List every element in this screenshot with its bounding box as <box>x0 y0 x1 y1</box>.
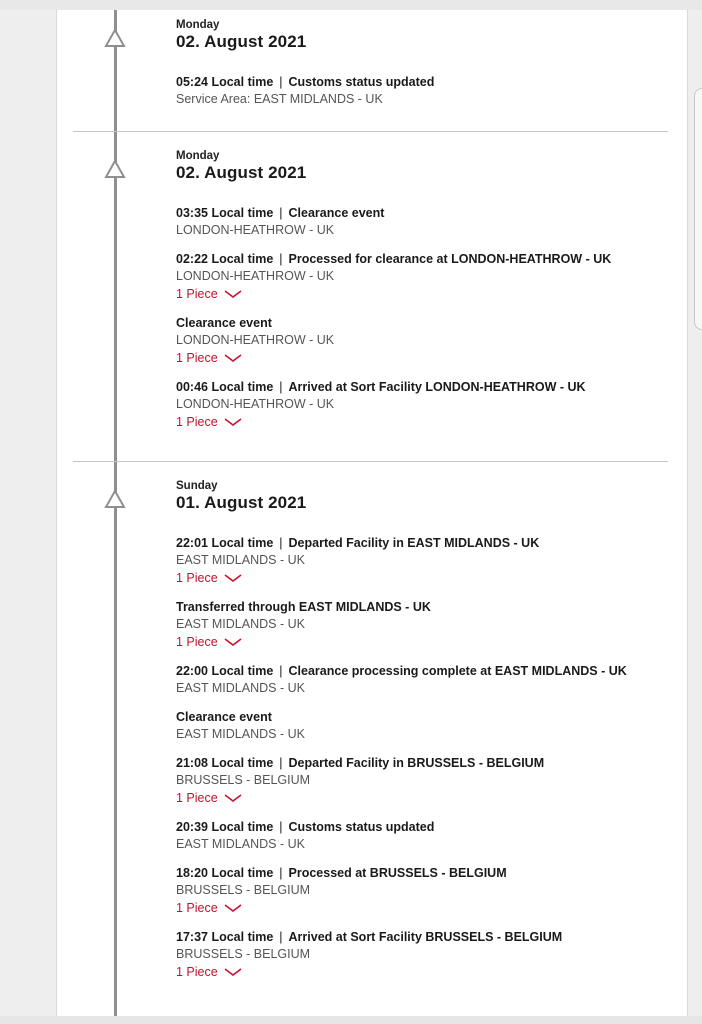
event-time: 22:01 Local time <box>176 536 274 550</box>
day-label: Monday <box>176 150 220 162</box>
event-time: 17:37 Local time <box>176 930 274 944</box>
date-heading: 01. August 2021 <box>176 493 307 512</box>
piece-count: 1 Piece <box>176 571 218 585</box>
event-description: Customs status updated <box>288 75 435 89</box>
piece-count: 1 Piece <box>176 791 218 805</box>
event-item <box>176 865 656 917</box>
piece-count: 1 Piece <box>176 415 218 429</box>
event-title: Clearance event <box>176 710 272 724</box>
event-location: EAST MIDLANDS - UK <box>176 837 305 851</box>
event-time: 03:35 Local time <box>176 206 274 220</box>
event-description: Departed Facility in EAST MIDLANDS - UK <box>288 536 540 550</box>
event-time: 22:00 Local time <box>176 664 274 678</box>
separator: | <box>279 820 283 834</box>
event-title <box>176 819 656 836</box>
chevron-down-icon <box>224 794 242 803</box>
event-title: Transferred through EAST MIDLANDS - UK <box>176 600 431 614</box>
event-item <box>176 251 656 303</box>
event-location: Service Area: EAST MIDLANDS - UK <box>176 92 383 106</box>
chevron-down-icon <box>224 354 242 363</box>
date-heading: 02. August 2021 <box>176 32 307 51</box>
chevron-down-icon <box>224 418 242 427</box>
event-time: 00:46 Local time <box>176 380 274 394</box>
piece-count: 1 Piece <box>176 351 218 365</box>
separator: | <box>279 756 283 770</box>
event-item <box>176 535 656 587</box>
event-item <box>176 709 656 743</box>
separator: | <box>279 380 283 394</box>
scrollbar-handle[interactable] <box>694 88 702 330</box>
event-title <box>176 205 656 222</box>
event-time: 20:39 Local time <box>176 820 274 834</box>
separator: | <box>279 75 283 89</box>
event-item <box>176 663 656 697</box>
event-description: Customs status updated <box>288 820 435 834</box>
chevron-down-icon <box>224 638 242 647</box>
piece-count: 1 Piece <box>176 635 218 649</box>
chevron-down-icon <box>224 968 242 977</box>
separator: | <box>279 206 283 220</box>
separator: | <box>279 252 283 266</box>
date-group <box>176 479 656 993</box>
event-title <box>176 929 656 946</box>
event-title <box>176 755 656 772</box>
event-item <box>176 74 656 108</box>
date-group <box>176 18 656 120</box>
event-title <box>176 535 656 552</box>
piece-toggle[interactable] <box>176 963 242 981</box>
event-time: 18:20 Local time <box>176 866 274 880</box>
piece-toggle[interactable] <box>176 413 242 431</box>
event-location: LONDON-HEATHROW - UK <box>176 223 335 237</box>
separator: | <box>279 866 283 880</box>
piece-count: 1 Piece <box>176 287 218 301</box>
event-location: LONDON-HEATHROW - UK <box>176 333 335 347</box>
event-item <box>176 929 656 981</box>
event-description: Processed for clearance at LONDON-HEATHROW - UK <box>288 252 612 266</box>
event-location: BRUSSELS - BELGIUM <box>176 773 311 787</box>
event-location: LONDON-HEATHROW - UK <box>176 397 335 411</box>
event-location: BRUSSELS - BELGIUM <box>176 883 311 897</box>
event-title <box>176 865 656 882</box>
day-label: Sunday <box>176 480 218 492</box>
milestone-triangle-icon <box>104 28 126 48</box>
piece-toggle[interactable] <box>176 285 242 303</box>
event-title <box>176 663 656 680</box>
event-item <box>176 315 656 367</box>
piece-toggle[interactable] <box>176 349 242 367</box>
event-item <box>176 819 656 853</box>
milestone-triangle-icon <box>104 159 126 179</box>
piece-toggle[interactable] <box>176 569 242 587</box>
event-time: 05:24 Local time <box>176 75 274 89</box>
separator: | <box>279 664 283 678</box>
piece-toggle[interactable] <box>176 789 242 807</box>
event-location: EAST MIDLANDS - UK <box>176 681 305 695</box>
separator: | <box>279 930 283 944</box>
milestone-triangle-icon <box>104 489 126 509</box>
event-description: Processed at BRUSSELS - BELGIUM <box>288 866 507 880</box>
piece-toggle[interactable] <box>176 633 242 651</box>
event-location: LONDON-HEATHROW - UK <box>176 269 335 283</box>
event-title <box>176 251 656 268</box>
event-item <box>176 379 656 431</box>
event-description: Clearance processing complete at EAST MIDLANDS - UK <box>288 664 627 678</box>
group-divider <box>73 131 668 132</box>
event-title: Clearance event <box>176 316 272 330</box>
event-title <box>176 74 656 91</box>
top-bar-shade <box>0 0 702 10</box>
event-location: BRUSSELS - BELGIUM <box>176 947 311 961</box>
event-location: EAST MIDLANDS - UK <box>176 553 305 567</box>
event-location: EAST MIDLANDS - UK <box>176 727 305 741</box>
piece-toggle[interactable] <box>176 899 242 917</box>
bottom-bar-shade <box>0 1016 702 1024</box>
event-item <box>176 755 656 807</box>
piece-count: 1 Piece <box>176 965 218 979</box>
event-description: Arrived at Sort Facility BRUSSELS - BELGIUM <box>288 930 563 944</box>
event-item <box>176 599 656 651</box>
event-time: 02:22 Local time <box>176 252 274 266</box>
date-heading: 02. August 2021 <box>176 163 307 182</box>
event-description: Arrived at Sort Facility LONDON-HEATHROW - UK <box>288 380 586 394</box>
chevron-down-icon <box>224 290 242 299</box>
event-location: EAST MIDLANDS - UK <box>176 617 305 631</box>
chevron-down-icon <box>224 574 242 583</box>
separator: | <box>279 536 283 550</box>
day-label: Monday <box>176 19 220 31</box>
event-description: Clearance event <box>288 206 385 220</box>
date-group <box>176 149 656 443</box>
event-item <box>176 205 656 239</box>
event-time: 21:08 Local time <box>176 756 274 770</box>
event-description: Departed Facility in BRUSSELS - BELGIUM <box>288 756 545 770</box>
event-title <box>176 379 656 396</box>
piece-count: 1 Piece <box>176 901 218 915</box>
chevron-down-icon <box>224 904 242 913</box>
group-divider <box>73 461 668 462</box>
